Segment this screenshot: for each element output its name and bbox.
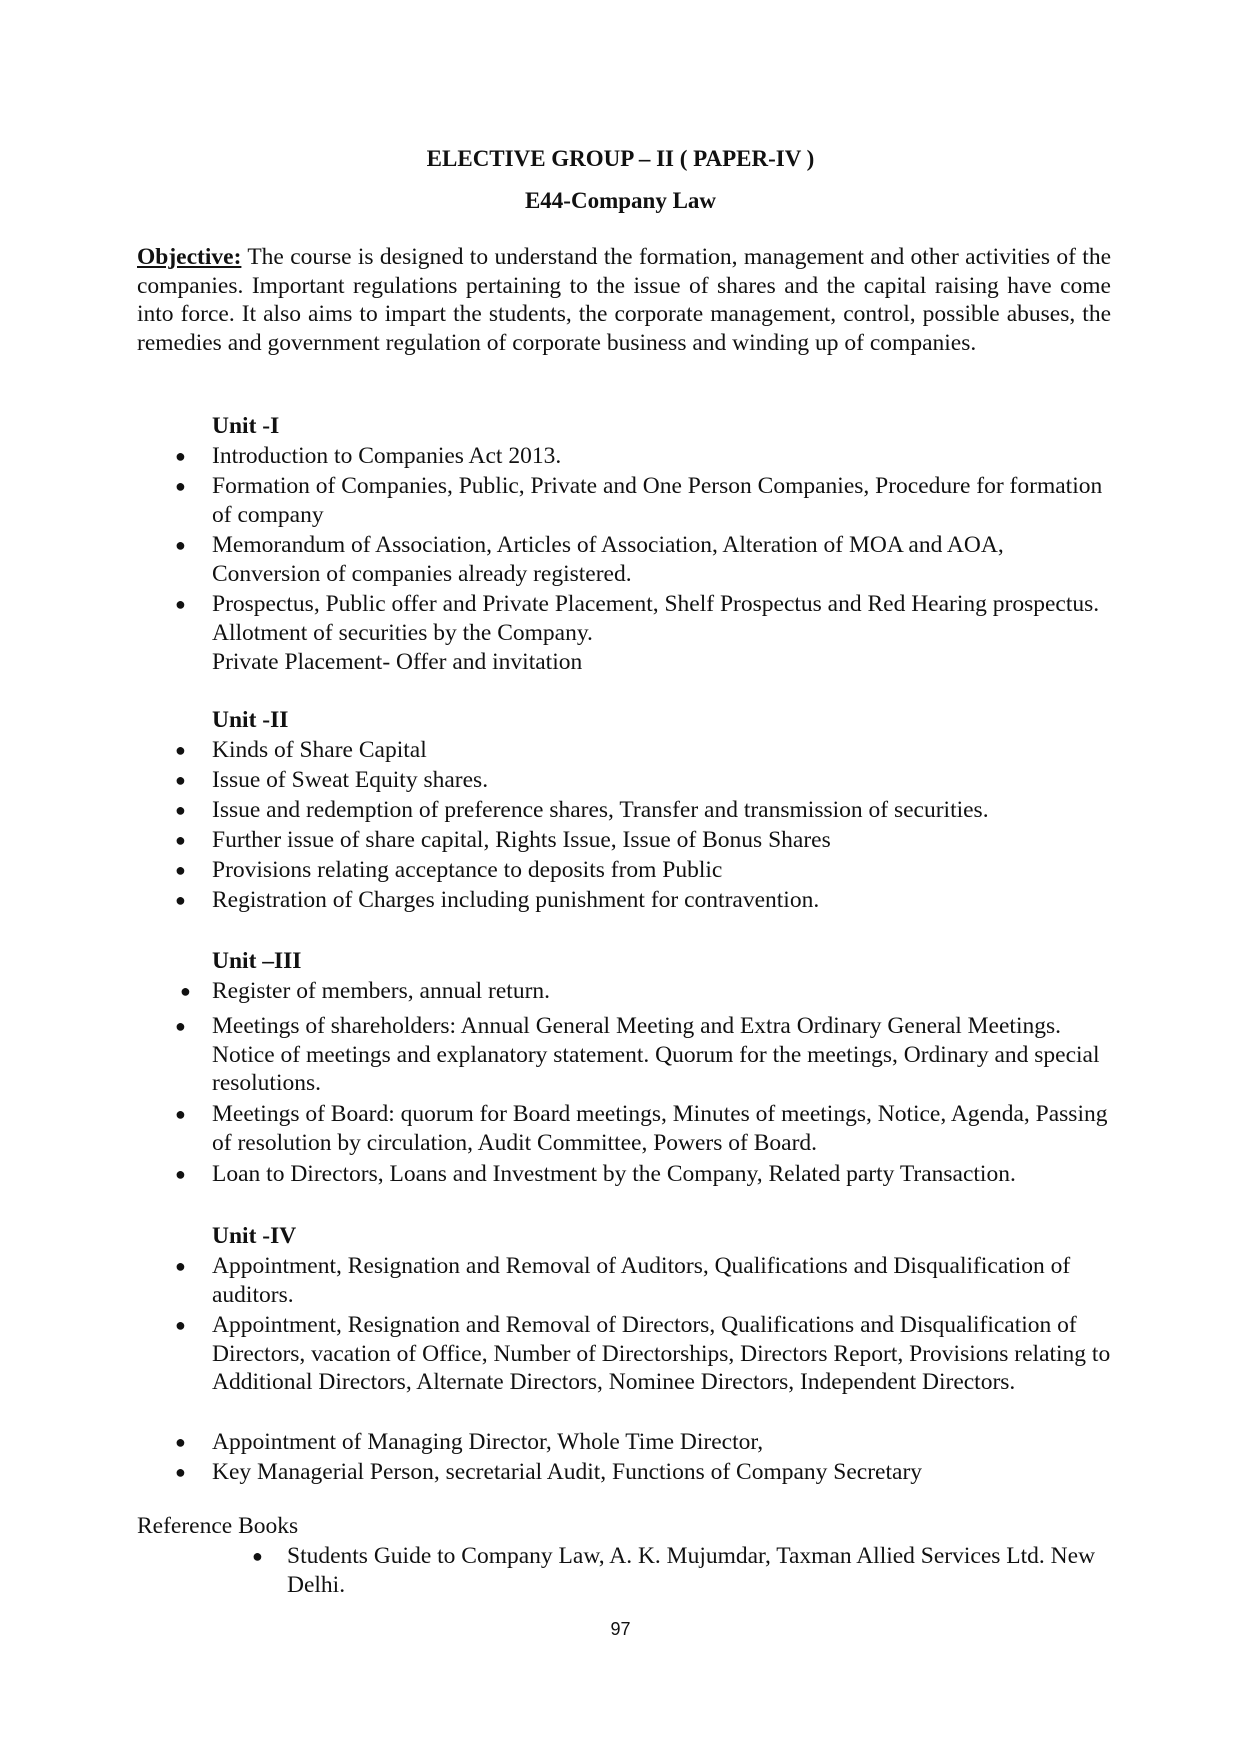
list-item: Memorandum of Association, Articles of Association, Alteration of MOA and AOA, Conversion of companies already registered. (212, 532, 1004, 587)
bullet-icon: ● (180, 981, 191, 1001)
list-item: Appointment of Managing Director, Whole Time Director, (212, 1429, 764, 1455)
bullet-icon: ● (175, 476, 186, 496)
bullet-icon: ● (175, 890, 186, 910)
bullet-icon: ● (175, 770, 186, 790)
objective-label: Objective: (137, 244, 242, 270)
bullet-icon: ● (175, 594, 186, 614)
bullet-icon: ● (175, 860, 186, 880)
bullet-icon: ● (175, 1256, 186, 1276)
bullet-icon: ● (175, 1104, 186, 1124)
page-number: 97 (610, 1619, 631, 1639)
bullet-icon: ● (175, 535, 186, 555)
reference-books-heading: Reference Books (137, 1513, 299, 1539)
bullet-icon: ● (175, 1315, 186, 1335)
bullet-icon: ● (175, 800, 186, 820)
list-item: Provisions relating acceptance to deposits from Public (212, 857, 723, 883)
list-item: Introduction to Companies Act 2013. (212, 443, 562, 469)
bullet-icon: ● (175, 740, 186, 760)
list-item: Further issue of share capital, Rights Issue, Issue of Bonus Shares (212, 827, 831, 853)
list-item-continuation: Private Placement- Offer and invitation (212, 649, 583, 675)
bullet-icon: ● (252, 1546, 263, 1566)
list-item: Formation of Companies, Public, Private and One Person Companies, Procedure for formation of company (212, 473, 1103, 528)
list-item: Loan to Directors, Loans and Investment by the Company, Related party Transaction. (212, 1161, 1016, 1187)
list-item: Issue of Sweat Equity shares. (212, 767, 489, 793)
bullet-icon: ● (175, 830, 186, 850)
reference-item: Students Guide to Company Law, A. K. Mujumdar, Taxman Allied Services Ltd. New Delhi. (287, 1543, 1096, 1598)
list-item: Issue and redemption of preference shares, Transfer and transmission of securities. (212, 797, 989, 823)
unit-2-title: Unit -II (212, 707, 289, 733)
list-item: Appointment, Resignation and Removal of Auditors, Qualifications and Disqualification of auditors. (212, 1253, 1071, 1308)
group-title: ELECTIVE GROUP – II ( PAPER-IV ) (426, 146, 815, 171)
unit-4-title: Unit -IV (212, 1223, 297, 1249)
list-item: Registration of Charges including punishment for contravention. (212, 887, 820, 913)
list-item: Meetings of Board: quorum for Board meetings, Minutes of meetings, Notice, Agenda, Passing of resolution by circulation, Audit Committee, Powers of Board. (212, 1101, 1108, 1156)
list-item: Appointment, Resignation and Removal of Directors, Qualifications and Disqualification of Directors, vacation of Office, Number of Directorships, Directors Report, Provisions relating to Additional Directors, Alternate Directors, Nominee Directors, Independent Directors. (212, 1312, 1111, 1396)
list-item: Key Managerial Person, secretarial Audit, Functions of Company Secretary (212, 1459, 923, 1485)
unit-1-title: Unit -I (212, 413, 280, 439)
bullet-icon: ● (175, 446, 186, 466)
list-item: Register of members, annual return. (212, 978, 551, 1004)
bullet-icon: ● (175, 1016, 186, 1036)
bullet-icon: ● (175, 1164, 186, 1184)
list-item: Kinds of Share Capital (212, 737, 427, 763)
list-item: Meetings of shareholders: Annual General Meeting and Extra Ordinary General Meetings. Notice of meetings and explanatory statement. Quorum for the meetings, Ordinary and special resolutions. (212, 1013, 1100, 1097)
list-item: Prospectus, Public offer and Private Placement, Shelf Prospectus and Red Hearing prospectus. Allotment of securities by the Company. (212, 591, 1100, 646)
unit-3-title: Unit –III (212, 948, 302, 974)
bullet-icon: ● (175, 1462, 186, 1482)
course-title: E44-Company Law (524, 188, 717, 213)
objective-paragraph (137, 243, 1111, 357)
bullet-icon: ● (175, 1432, 186, 1452)
objective-text: The course is designed to understand the formation, management and other activities of the companies. Important regulations pertaining to the issue of shares and the capital raising have come into force. It also aims to impart the students, the corporate management, control, possible abuses, the remedies and government regulation of corporate business and winding up of companies. (137, 244, 1111, 356)
